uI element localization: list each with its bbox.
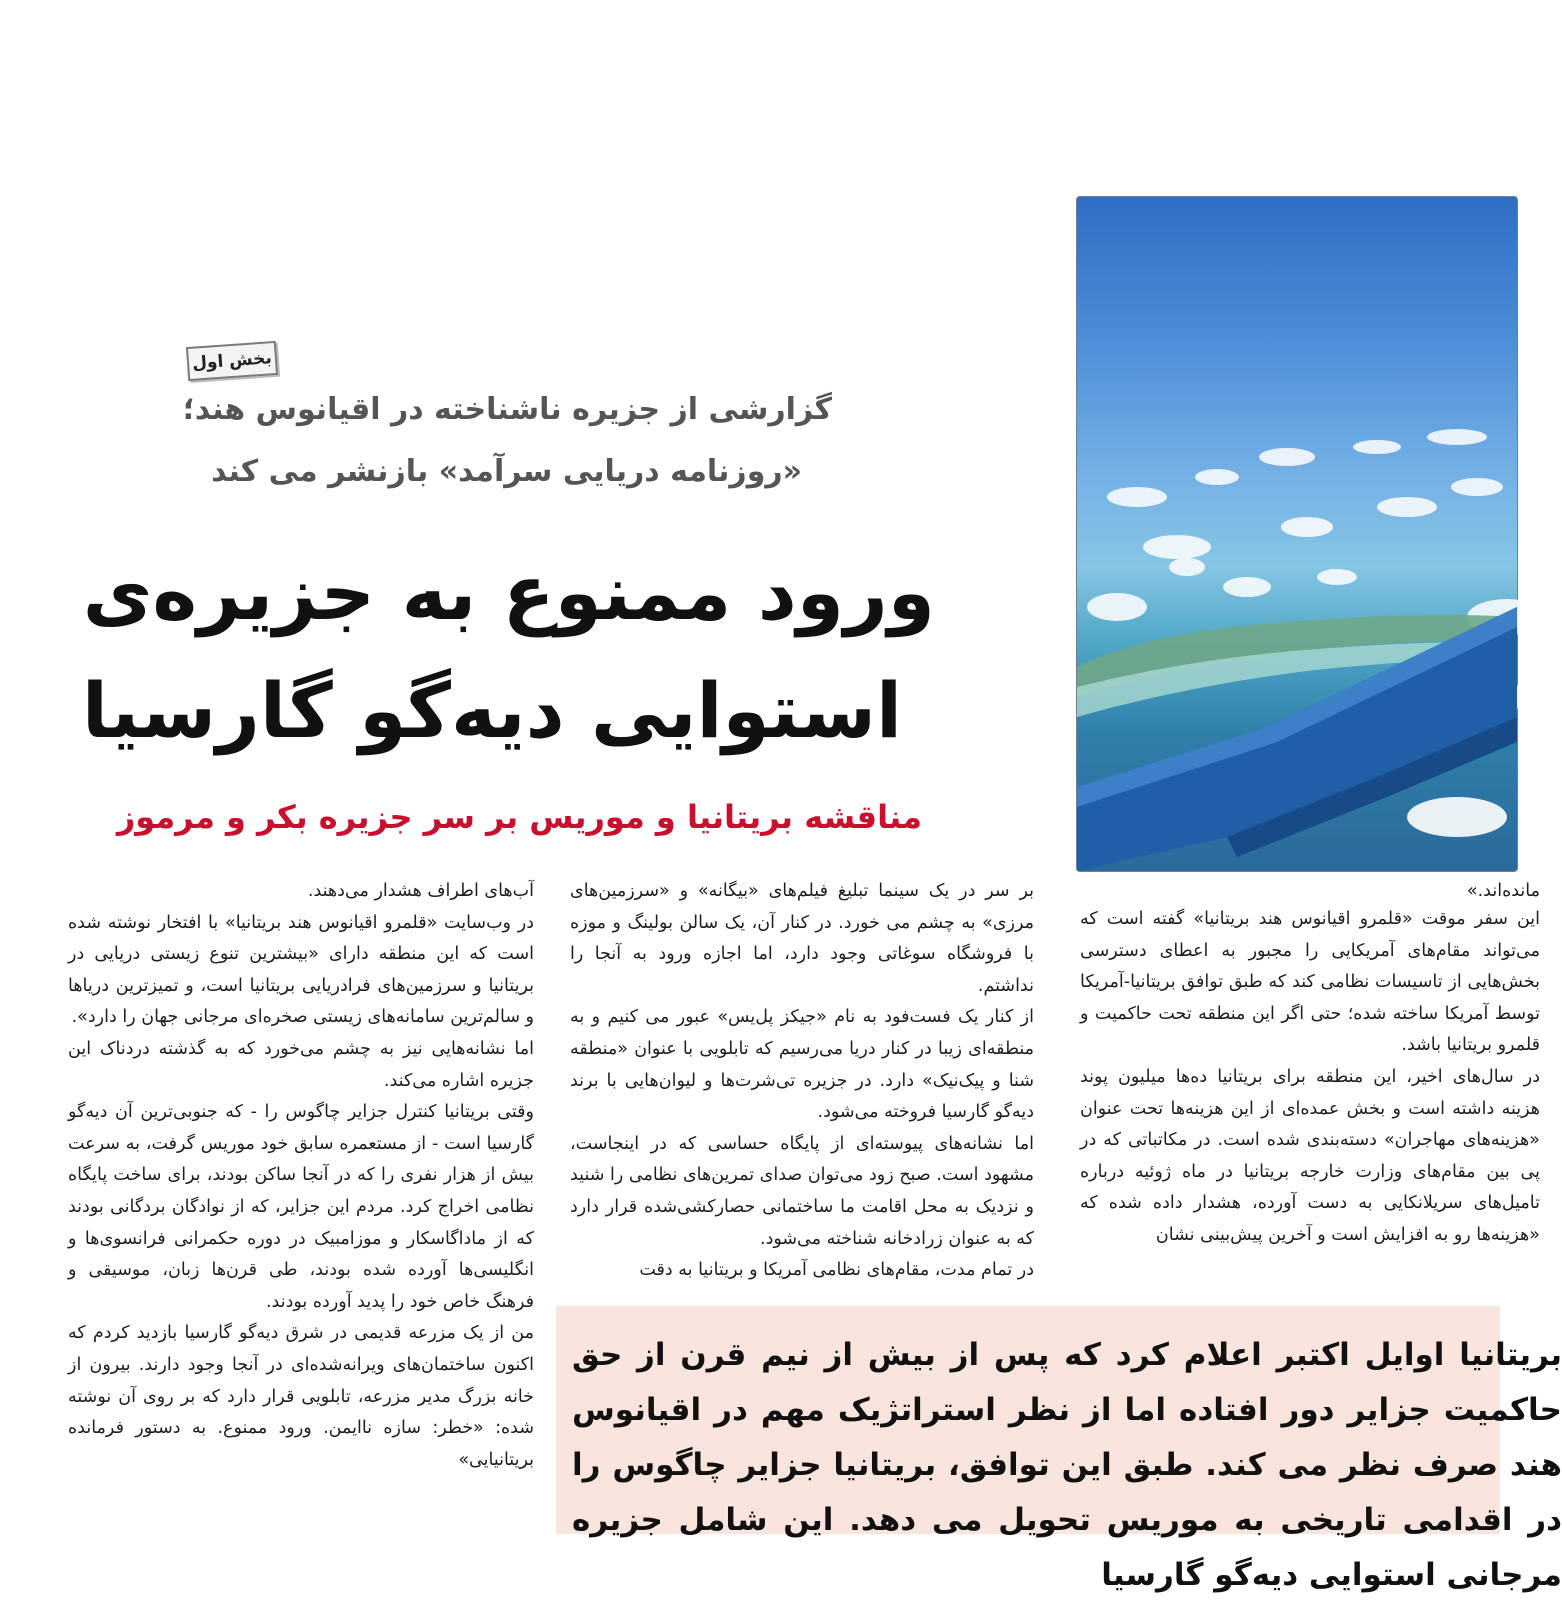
kicker-line-2: «روزنامه دریایی سرآمد» بازنشر می کند [211,454,802,489]
paragraph: اما نشانه‌هایی نیز به چشم می‌خورد که به گذشته دردناک این جزیره اشاره می‌کند. [68,1038,534,1091]
subheadline: مناقشه بریتانیا و موریس بر سر جزیره بکر و مرموز [116,798,922,836]
section-tag: بخش اول [186,341,278,381]
paragraph: وقتی بریتانیا کنترل جزایر چاگوس را - که جنوبی‌ترین آن دیه‌گو گارسیا است - از مستعمره سابق خود موریس گرفت، به سرعت بیش از هزار نفری را که در آنجا ساکن بودند، برای ساخت پایگاه نظامی اخراج کرد. مردم این جزایر، که از نوادگان بردگانی بودند که از ماداگاسکار و موزامبیک در دوره حکمرانی فرانسوی‌ها و انگلیسی‌ها آورده شده بودند، طی قرن‌ها زبان، موسیقی و فرهنگ خاص خود را پدید آورده بودند. [68,1102,534,1312]
paragraph: در تمام مدت، مقام‌های نظامی آمریکا و بریتانیا به دقت [639,1260,1034,1281]
headline-line-2: استوایی دیه‌گو گارسیا [81,666,902,755]
paragraph: بر سر در یک سینما تبلیغ فیلم‌های «بیگانه» و «سرزمین‌های مرزی» به چشم می خورد. در کنار آن، یک سالن بولینگ و موزه با فروشگاه سوغاتی وجود دارد، اما اجازه ورود به آنجا را نداشتم. [570,881,1034,996]
column-right-first-line: ‌مانده‌اند.» [1466,881,1540,901]
paragraph: من از یک مزرعه قدیمی در شرق دیه‌گو گارسیا بازدید کردم که اکنون ساختمان‌های ویرانه‌شده‌ای در آنجا وجود دارند. بیرون از خانه بزرگ مدیر مزرعه، تابلویی قرار دارد که بر روی آن نوشته شده: «خطر: سازه ناایمن. ورود ممنوع. به دستور فرمانده بریتانیایی» [68,1323,534,1470]
headline-line-1: ورود ممنوع به جزیره‌ی [82,548,935,637]
article-photo [1076,196,1518,872]
paragraph: آب‌های اطراف هشدار می‌دهند. [307,881,534,901]
airplane-wing-over-islands-icon [1077,197,1517,871]
pull-quote-box [556,1306,1562,1593]
paragraph: در سال‌های اخیر، این منطقه برای بریتانیا ده‌ها میلیون پوند هزینه داشته است و بخش عمده‌ای از این هزینه‌ها تحت عنوان «هزینه‌های مهاجران» دسته‌بندی شده است. در مکاتباتی که در پی بین مقام‌های وزارت خارجه بریتانیا در ماه ژوئیه درباره تامیل‌های سریلانکایی به دست آورده، هشدار داده شده که «هزینه‌ها رو به افزایش است و آخرین پیش‌بینی نشان [1080,1066,1540,1245]
paragraph: اما نشانه‌های پیوسته‌ای از پایگاه حساسی که در اینجاست، مشهود است. صبح زود می‌توان صدای تمرین‌های نظامی را شنید و نزدیک به محل اقامت ما ساختمانی حصارکشی‌شده قرار دارد که به عنوان زرادخانه شناخته می‌شود. [570,1133,1034,1249]
kicker-line-1: گزارشی از جزیره ناشناخته در اقیانوس هند؛ [182,392,832,427]
body-column-middle [570,876,1034,1296]
paragraph: در وب‌سایت «قلمرو اقیانوس هند بریتانیا» با افتخار نوشته شده است که این منطقه دارای «بیشترین تنوع زیستی دریایی در بریتانیا و سرزمین‌های فرادریایی بریتانیا است، و تمیزترین دریاها و سالم‌ترین سامانه‌های زیستی صخره‌ای مرجانی جهان را دارد». [68,912,534,1028]
paragraph: این سفر موقت «قلمرو اقیانوس هند بریتانیا» گفته است که می‌تواند مقام‌های آمریکایی را مجبور به اعطای دسترسی بخش‌هایی از تاسیسات نظامی کند که طبق توافق بریتانیا-آمریکا توسط آمریکا ساخته شده؛ حتی اگر این منطقه تحت حاکمیت و قلمرو بریتانیا باشد. [1080,909,1540,1056]
pull-quote-text: بریتانیا اوایل اکتبر اعلام کرد که پس از بیش از نیم قرن از حق حاکمیت جزایر دور افتاده اما از نظر استراتژیک مهم در اقیانوس هند صرف نظر می کند. طبق این توافق، بریتانیا جزایر چاگوس را در اقدامی تاریخی به موریس تحویل می دهد. این شامل جزیره مرجانی استوایی دیه‌گو گارسیا [572,1337,1562,1593]
body-column-left [68,876,534,1534]
body-column-right [1074,876,1540,1296]
paragraph: از کنار یک فست‌فود به نام «جیکز پل‌یس» عبور می کنیم و به منطقه‌ای زیبا در کنار دریا می‌رسیم که تابلویی با عنوان «منطقه شنا و پیک‌نیک» دارد. در جزیره تی‌شرت‌ها و لیوان‌هایی با برند دیه‌گو گارسیا فروخته می‌شود. [570,1007,1034,1123]
